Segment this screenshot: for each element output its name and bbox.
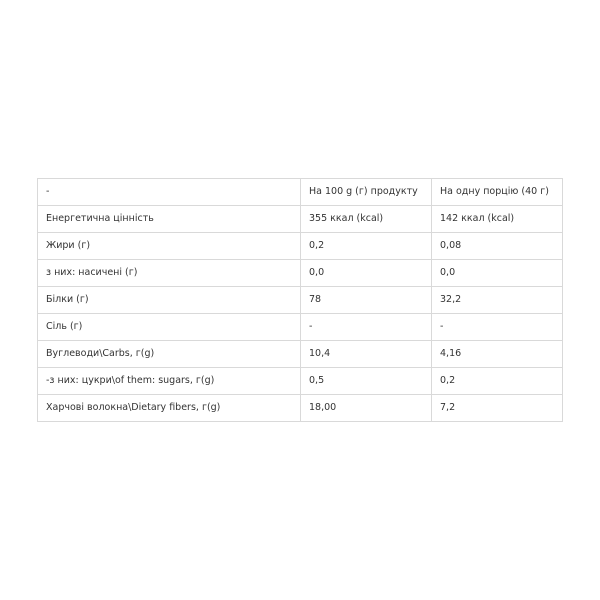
table-row	[38, 206, 563, 233]
table-row	[38, 368, 563, 395]
nutrient-name: -з них: цукри\of them: sugars, г(g)	[38, 368, 301, 395]
table-row	[38, 260, 563, 287]
value-per-serving: 0,0	[432, 260, 563, 287]
value-per-serving: 7,2	[432, 395, 563, 422]
nutrient-name: Вуглеводи\Carbs, г(g)	[38, 341, 301, 368]
nutrient-name: Харчові волокна\Dietary fibers, г(g)	[38, 395, 301, 422]
nutrient-name: Енергетична цінність	[38, 206, 301, 233]
value-per-serving: 0,2	[432, 368, 563, 395]
value-per-100g: 78	[301, 287, 432, 314]
header-nutrient: -	[38, 179, 301, 206]
nutrient-name: з них: насичені (г)	[38, 260, 301, 287]
table-row	[38, 233, 563, 260]
value-per-serving: 142 ккал (kcal)	[432, 206, 563, 233]
value-per-serving: 32,2	[432, 287, 563, 314]
nutrient-name: Білки (г)	[38, 287, 301, 314]
nutrient-name: Сіль (г)	[38, 314, 301, 341]
nutrient-name: Жири (г)	[38, 233, 301, 260]
value-per-serving: 0,08	[432, 233, 563, 260]
nutrition-table-container	[37, 178, 562, 422]
header-per-100g: На 100 g (г) продукту	[301, 179, 432, 206]
table-row	[38, 314, 563, 341]
table-row	[38, 287, 563, 314]
table-header-row	[38, 179, 563, 206]
value-per-100g: 10,4	[301, 341, 432, 368]
value-per-100g: 18,00	[301, 395, 432, 422]
value-per-100g: 0,2	[301, 233, 432, 260]
table-row	[38, 341, 563, 368]
value-per-100g: -	[301, 314, 432, 341]
header-per-serving: На одну порцію (40 г)	[432, 179, 563, 206]
table-row	[38, 395, 563, 422]
nutrition-table	[37, 178, 563, 422]
value-per-100g: 355 ккал (kcal)	[301, 206, 432, 233]
value-per-serving: 4,16	[432, 341, 563, 368]
value-per-100g: 0,0	[301, 260, 432, 287]
value-per-100g: 0,5	[301, 368, 432, 395]
value-per-serving: -	[432, 314, 563, 341]
